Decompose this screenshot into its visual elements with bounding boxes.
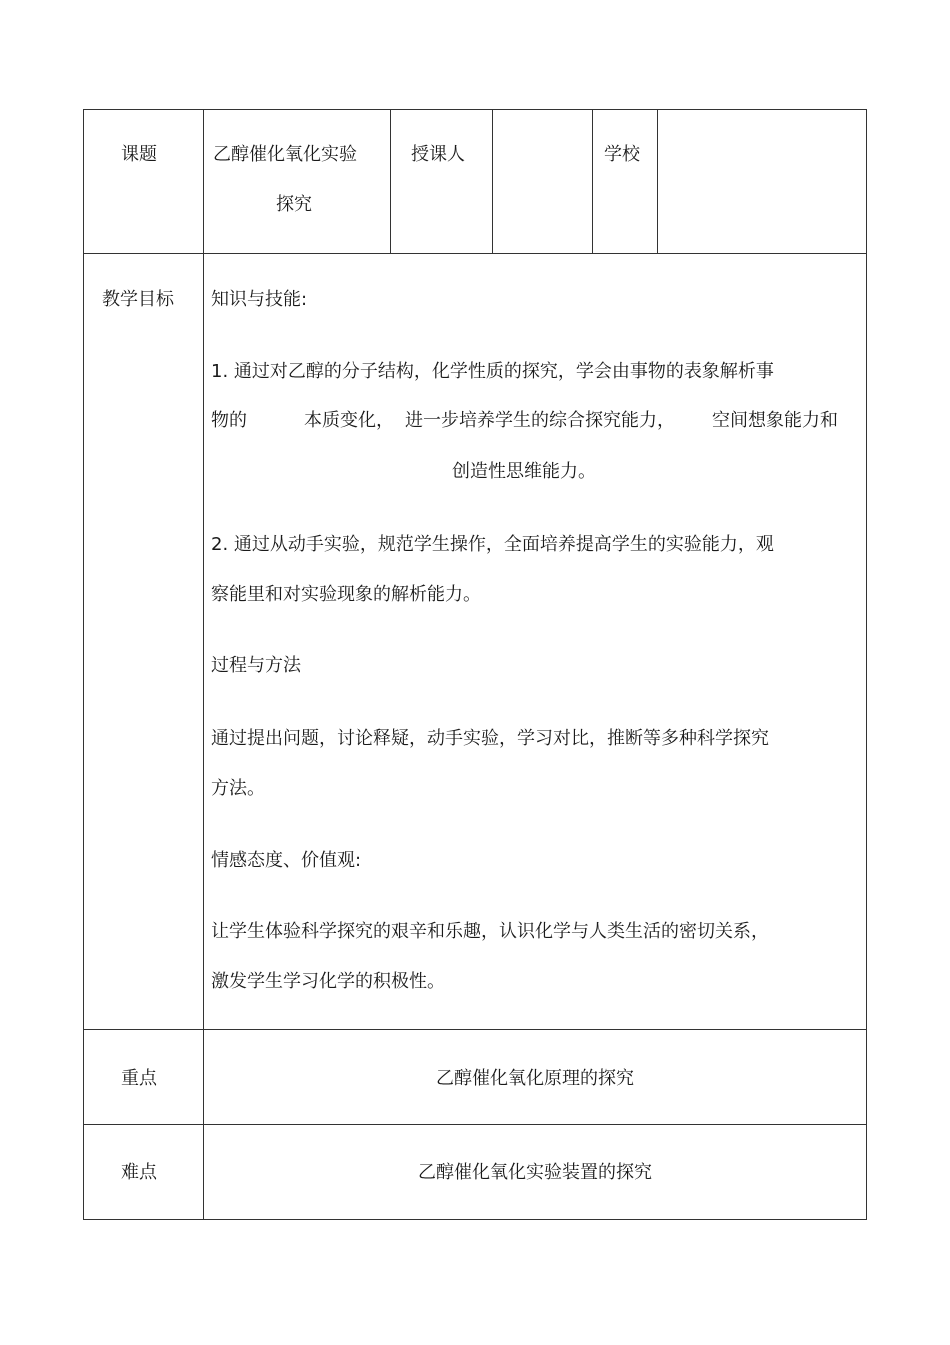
attitude-line1: 让学生体验科学探究的艰辛和乐趣，认识化学与人类生活的密切关系，	[211, 921, 769, 942]
objective-item1-line2-b: 本质变化，	[304, 410, 394, 431]
objective-item2-line1: 2. 通过从动手实验，规范学生操作，全面培养提高学生的实验能力，观	[211, 534, 774, 555]
difficulty-label: 难点	[121, 1162, 157, 1183]
attitude-heading: 情感态度、价值观:	[211, 850, 362, 871]
row-divider-objectives	[83, 1029, 867, 1030]
table-border-left	[83, 109, 84, 1220]
row-divider-header	[83, 253, 867, 254]
process-line2: 方法。	[211, 778, 265, 799]
attitude-line2: 激发学生学习化学的积极性。	[211, 971, 445, 992]
header-col-divider-3	[592, 109, 593, 254]
header-col-divider-4	[657, 109, 658, 254]
teacher-label: 授课人	[411, 144, 465, 165]
header-col-divider-1	[390, 109, 391, 254]
objective-item1-line2-c: 进一步培养学生的综合探究能力，	[405, 410, 675, 431]
process-line1: 通过提出问题，讨论释疑，动手实验，学习对比，推断等多种科学探究	[211, 728, 769, 749]
difficulty-value: 乙醇催化氧化实验装置的探究	[418, 1162, 652, 1183]
table-border-top	[83, 109, 867, 110]
table-border-right	[866, 109, 867, 1220]
school-label: 学校	[604, 144, 640, 165]
key-point-value: 乙醇催化氧化原理的探究	[436, 1068, 634, 1089]
objectives-label: 教学目标	[102, 289, 174, 310]
row-divider-keypoint	[83, 1124, 867, 1125]
subject-label: 课题	[121, 144, 157, 165]
subject-value-line1: 乙醇催化氧化实验	[213, 144, 357, 165]
objective-item1-line2-a: 物的	[211, 410, 247, 431]
objective-item2-line2: 察能里和对实验现象的解析能力。	[211, 584, 481, 605]
objective-item1-line1: 1. 通过对乙醇的分子结构，化学性质的探究，学会由事物的表象解析事	[211, 361, 774, 382]
objective-item1-line3: 创造性思维能力。	[452, 461, 596, 482]
table-border-bottom	[83, 1219, 867, 1220]
subject-value-line2: 探究	[276, 194, 312, 215]
header-col-divider-2	[492, 109, 493, 254]
process-heading: 过程与方法	[211, 655, 301, 676]
objective-item1-line2-d: 空间想象能力和	[712, 410, 838, 431]
label-column-divider	[203, 109, 204, 1220]
knowledge-heading: 知识与技能:	[211, 289, 308, 310]
key-point-label: 重点	[121, 1068, 157, 1089]
